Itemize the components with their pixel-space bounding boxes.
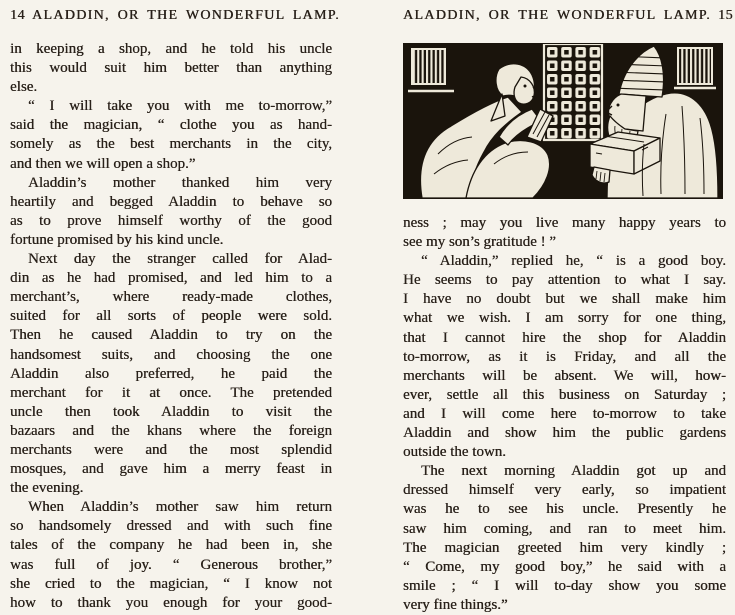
text-line: tales of the company he had been in, she	[10, 537, 332, 554]
text-line: dressed himself very early, so impatient	[403, 482, 726, 499]
running-title-left: ALADDIN, OR THE WONDERFUL LAMP.	[32, 8, 340, 23]
text-line: suited for all sorts of people were sold.	[10, 308, 332, 325]
text-line: Next day the stranger called for Alad-	[28, 251, 332, 268]
text-line: she cried to the magician, “ I know not	[10, 575, 332, 592]
text-column-left	[10, 40, 332, 613]
text-line: to-morrow, as it is Friday, and all the	[403, 348, 726, 365]
page-number-left: 14	[10, 8, 25, 23]
running-title-right: ALADDIN, OR THE WONDERFUL LAMP.	[403, 8, 711, 23]
text-line: outside the town.	[403, 444, 506, 461]
text-line: said the magician, “ clothe you as hand-	[10, 117, 332, 134]
barred-window-right	[674, 48, 716, 88]
text-line: was full of joy. “ Generous brother,”	[10, 556, 332, 573]
text-line: fortune promised by his kind uncle.	[10, 231, 224, 248]
text-line: The next morning Aladdin got up and	[421, 463, 726, 480]
text-line: heartily and begged Aladdin to behave so	[10, 193, 332, 210]
text-line: merchant’s, where ready-made clothes,	[10, 289, 332, 306]
text-line: handsomest suits, and choosing the one	[10, 346, 332, 363]
text-line: was he to see his uncle. Presently he	[403, 501, 726, 518]
text-line: Aladdin also preferred, he paid the	[10, 365, 332, 382]
text-line: smile ; “ I will to-day show you some	[403, 577, 726, 594]
page-left	[10, 8, 340, 613]
text-line: Then he caused Aladdin to try on the	[10, 327, 332, 344]
text-line: The magician greeted him very kindly ;	[403, 539, 726, 556]
text-line: very fine things.”	[403, 596, 508, 613]
mother-eye	[524, 85, 527, 88]
text-line: ness ; may you live many happy years to	[403, 215, 726, 231]
text-line: else.	[10, 79, 38, 96]
running-head-left	[10, 8, 340, 24]
text-line: When Aladdin’s mother saw him return	[28, 499, 332, 516]
text-line: in keeping a shop, and he told his uncle	[10, 41, 332, 57]
text-line: saw him coming, and ran to meet him.	[403, 520, 726, 537]
text-line: Aladdin’s mother thanked him very	[28, 174, 332, 191]
page-number-right: 15	[717, 8, 733, 23]
text-line: what we wish. I am sorry for one thing,	[403, 310, 726, 327]
text-line: as to prove himself worthy of the good	[10, 212, 332, 229]
text-line: and I will come here to-morrow to take	[403, 405, 726, 422]
text-line: “ I will take you with me to-morrow,”	[28, 98, 332, 115]
woodcut-illustration	[403, 43, 723, 199]
text-line: this would suit him better than anything	[10, 60, 332, 77]
text-line: merchant for it at once. The pretended	[10, 384, 332, 401]
text-line: Aladdin and show him the public gardens	[403, 425, 726, 442]
text-line: so handsomely dressed and with such fine	[10, 518, 332, 535]
text-line: ever, settle all this business on Saturday ;	[403, 386, 726, 403]
text-line: somely as the best merchants in the city,	[10, 136, 332, 153]
lattice-window	[544, 44, 602, 140]
text-line: merchants will be absent. We will, how-	[403, 367, 726, 384]
text-line: see my son’s gratitude ! ”	[403, 234, 556, 251]
text-line: uncle then took Aladdin to visit the	[10, 403, 332, 420]
text-line: mosques, and gave him a merry feast in	[10, 461, 332, 478]
text-line: bazaars and the khans where the foreign	[10, 422, 332, 439]
text-line: and then we will open a shop.”	[10, 155, 196, 172]
text-line: He seems to pay attention to what I say.	[403, 272, 726, 289]
text-line: “ Aladdin,” replied he, “ is a good boy.	[421, 253, 726, 270]
text-line: that I cannot hire the shop for Aladdin	[403, 329, 726, 346]
running-head-right	[403, 8, 733, 24]
text-column-right	[403, 214, 726, 615]
text-line: “ Come, my good boy,” he said with a	[403, 558, 726, 575]
text-line: din as he had promised, and led him to a	[10, 270, 332, 287]
text-line: merchants were and the most splendid	[10, 441, 332, 458]
magician-eye	[617, 104, 620, 107]
page-right	[403, 8, 733, 615]
text-line: the evening.	[10, 480, 84, 497]
text-line: I have no doubt but we shall make him	[403, 291, 726, 308]
text-line: how to thank you enough for your good-	[10, 594, 332, 611]
